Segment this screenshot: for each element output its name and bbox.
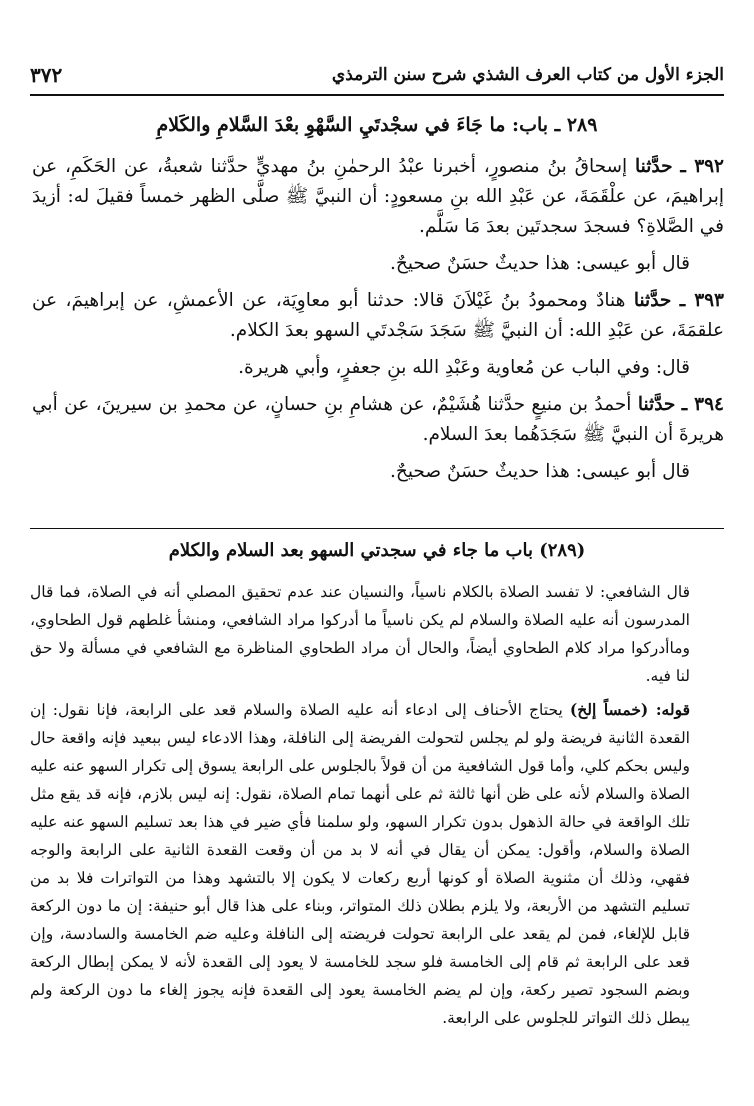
page-number: ٣٧٢ bbox=[30, 63, 63, 87]
tirmidhi-comment: قال أبو عيسى: هذا حديثٌ حسَنٌ صحيحٌ. bbox=[390, 461, 690, 482]
hadith-392 bbox=[32, 152, 724, 242]
hadith-keyword: حدَّثنا bbox=[635, 156, 673, 177]
tirmidhi-comment: قال: وفي الباب عن مُعاوية وعَبْدِ الله بنِ جعفرٍ، وأبي هريرة. bbox=[238, 357, 690, 378]
hadith-text: إسحاقُ بنُ منصورٍ، أخبرنا عبْدُ الرحمٰنِ بنُ مهديٍّ حدَّثنا شعبةُ، عن الحَكَمِ، عن إبراهيمَ، عن علْقَمَةَ، عن عَبْدِ الله بنِ مسعودٍ: أن النبيَّ ﷺ صلَّى الظهر خمساً فقيلَ له: أزيدَ في الصَّلاةِ؟ فسجدَ سجدتَين بعدَ مَا سَلَّم. bbox=[32, 156, 724, 237]
hadith-number: ٣٩٤ ـ bbox=[681, 394, 724, 415]
hadith-number: ٣٩٣ ـ bbox=[679, 290, 724, 311]
hadith-393 bbox=[32, 286, 724, 346]
hadith-section bbox=[32, 152, 724, 494]
commentary-lead: قوله: (خمساً إلخ) bbox=[569, 700, 690, 719]
section-divider bbox=[30, 528, 724, 529]
tirmidhi-comment: قال أبو عيسى: هذا حديثٌ حسَنٌ صحيحٌ. bbox=[390, 253, 690, 274]
commentary-text: يحتاج الأحناف إلى ادعاء أنه عليه الصلاة والسلام قعد على الرابعة، فإنا نقول: إن القعدة الثانية فريضة ولو لم يجلس لتحولت الفريضة إلى النافلة، وهذا الادعاء ليس ببعيد فإنه واقعة حال وليس بحكم كلي، وأما قول الشافعية من أن قولاً بالجلوس على الرابعة يسوق إلى تكرار السهو عنه عليه الصلاة والسلام لأنه على ظن أنها ثالثة ثم على أنهما تمام الصلاة، نقول: إنه ليس بلازم، فإنه قد يقع مثل تلك الواقعة في حالة الذهول بدون تكرار السهو، ولو سلمنا فأي ضير في هذا بعد تسليم السهو عنه عليه الصلاة والسلام، وأقول: يمكن أن يقال في أنه لا بد من أن وقعت القعدة الثانية على الرابعة والوجه فقهي، وذلك أن مثنوية الصلاة أو كونها أربع ركعات لا يكون إلا بالتشهد وهذا من التواترات فلا بد من تسليم التشهد من الأربعة، ولا يلزم بطلان ذلك المتواتر، وبناء على هذا قال أبو حنيفة: إن ما دون الركعة قابل للإلغاء، فمن لم يقعد على الرابعة تحولت فريضته إلى النافلة وعليه ضم الخامسة والسادسة، وإن قعد على الرابعة ثم قام إلى الخامسة فلو سجد للخامسة لا يعود إلى القعدة لأنه لا يمكن إبطال الركعة وبضم السجود تصير ركعة، وإن لم يضم الخامسة يعود إلى القعدة فإنه يجوز إلغاء ما دون الركعة ولم يبطل ذلك التواتر للجلوس على الرابعة. bbox=[30, 701, 690, 1027]
hadith-number: ٣٩٢ ـ bbox=[680, 156, 724, 177]
commentary-body bbox=[30, 578, 724, 1038]
page-header bbox=[30, 56, 724, 96]
hadith-text: هنادٌ ومحمودُ بنُ غَيْلاَنَ قالا: حدثنا أبو معاوِيَة، عن الأعمشِ، عن إبراهيمَ، عن علقمَةَ، عن عَبْدِ الله: أن النبيَّ ﷺ سَجَدَ سَجْدتَي السهو بعدَ الكلام. bbox=[32, 290, 724, 341]
commentary-heading: (٢٨٩) باب ما جاء في سجدتي السهو بعد السلام والكلام bbox=[168, 540, 586, 561]
hadith-394 bbox=[32, 390, 724, 450]
hadith-keyword: حدَّثنا bbox=[633, 290, 672, 311]
chapter-heading: ٢٨٩ ـ باب: ما جَاءَ في سجْدتَيِ السَّهْوِ بعْدَ السَّلامِ والكَلامِ bbox=[156, 114, 598, 136]
running-title: الجزء الأول من كتاب العرف الشذي شرح سنن الترمذي bbox=[331, 65, 724, 85]
commentary-paragraph: قال الشافعي: لا تفسد الصلاة بالكلام ناسياً، والنسيان عند عدم تحقيق المصلي أنه في الصلاة، فما قال المدرسون أنه عليه الصلاة والسلام لم يكن ناسياً ما أدركوا مراد الشافعي، ومنشأ غلطهم قول الطحاوي، وماأدركوا مراد كلام الطحاوي أيضاً، والحال أن مراد الطحاوي المناظرة مع الشافعي في مسألة ولا حق لنا فيه. bbox=[30, 583, 690, 685]
commentary-paragraph bbox=[30, 696, 724, 1032]
hadith-keyword: حدَّثنا bbox=[637, 394, 676, 415]
hadith-text: أحمدُ بن منيعٍ حدَّثنا هُشَيْمٌ، عن هشامِ بنِ حسانٍ، عن محمدِ بن سيرينَ، عن أبي هريرةَ أن النبيَّ ﷺ سَجَدَهُما بعدَ السلام. bbox=[32, 394, 724, 445]
